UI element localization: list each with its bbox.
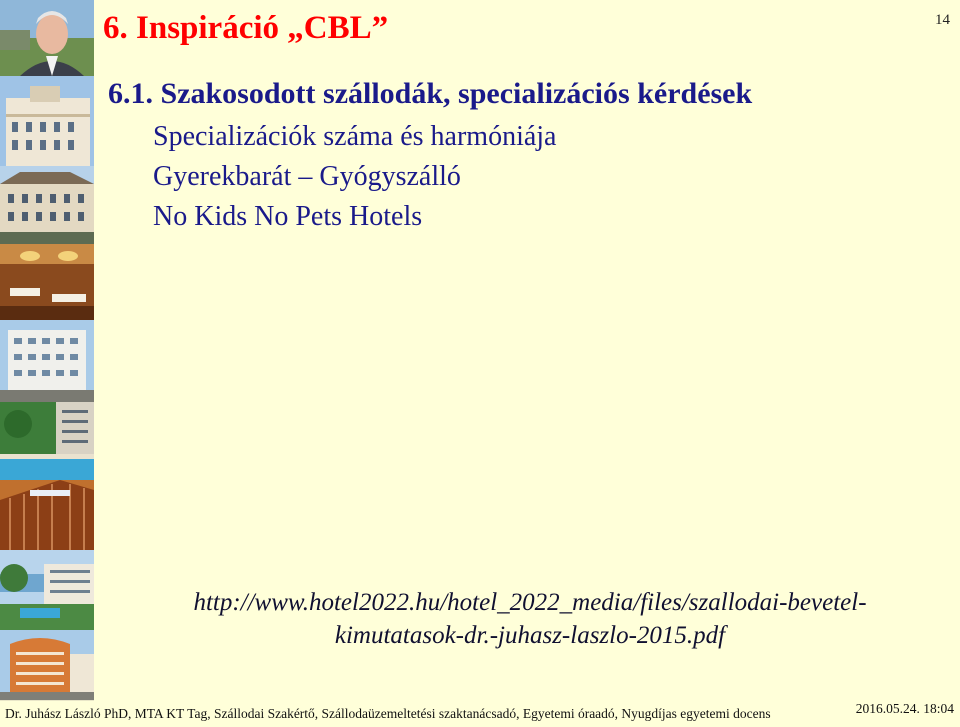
lakeside-resort-photo <box>0 550 94 631</box>
bullet-item: Gyerekbarát – Gyógyszálló <box>153 161 461 192</box>
photo-strip <box>0 0 94 700</box>
page-number: 14 <box>935 12 950 28</box>
source-link-line-2[interactable]: kimutatasok-dr.-juhasz-laszlo-2015.pdf <box>334 622 726 649</box>
bullet-list <box>153 117 556 237</box>
modern-hotel-exterior-photo <box>0 630 94 701</box>
restaurant-interior-photo <box>0 244 94 321</box>
author-portrait-photo <box>0 0 94 77</box>
classic-hotel-building-photo <box>0 166 94 245</box>
footer-author: Dr. Juhász László PhD, MTA KT Tag, Szállodai Szakértő, Szállodaüzemeltetési szaktanácsadó, Egyetemi óraadó, Nyugdíjas egyetemi docens <box>5 706 771 721</box>
modern-hotel-building-photo <box>0 320 94 403</box>
novotel-tower-photo <box>0 480 94 551</box>
resort-pool-photo <box>0 402 94 481</box>
source-link[interactable] <box>110 586 950 652</box>
section-heading: 6.1. Szakosodott szállodák, specializációs kérdések <box>108 77 753 110</box>
slide-title: 6. Inspiráció „CBL” <box>103 10 389 46</box>
bullet-item: No Kids No Pets Hotels <box>153 201 423 232</box>
bullet-item: Specializációk száma és harmóniája <box>153 121 557 152</box>
footer-date: 2016.05.24. 18:04 <box>855 701 954 716</box>
grand-hotel-facade-photo <box>0 76 94 167</box>
source-link-line-1[interactable]: http://www.hotel2022.hu/hotel_2022_media/files/szallodai-bevetel- <box>193 589 867 616</box>
